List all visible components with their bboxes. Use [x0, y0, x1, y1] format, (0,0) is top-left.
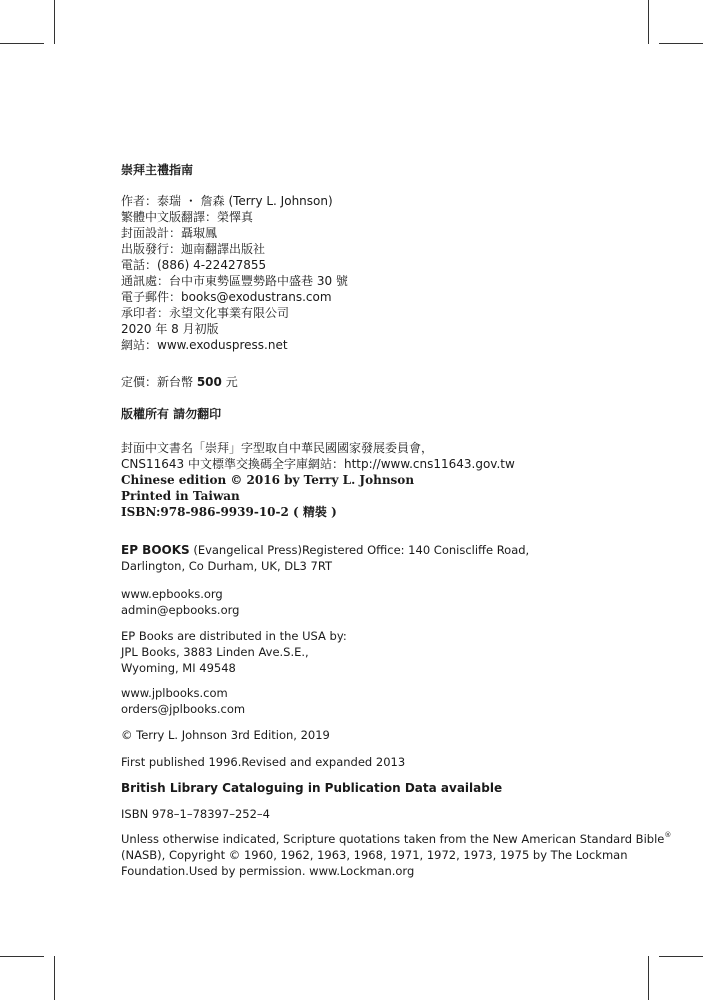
printed-in: Printed in Taiwan: [121, 489, 240, 503]
website-line: 網站：www.exoduspress.net: [121, 338, 288, 352]
ep-address-2: Darlington, Co Durham, UK, DL3 7RT: [121, 559, 332, 573]
ep-address-1: EP BOOKS (Evangelical Press)Registered Office: 140 Coniscliffe Road,: [121, 543, 530, 557]
price-line: 定價：新台幣 500 元: [121, 375, 238, 389]
usa-distribution-3: Wyoming, MI 49548: [121, 661, 236, 675]
usa-distribution-2: JPL Books, 3883 Linden Ave.S.E.,: [121, 645, 309, 659]
publisher-credit: 出版發行：迦南翻譯出版社: [121, 242, 266, 256]
ep-website: www.epbooks.org: [121, 587, 223, 601]
jpl-website: www.jplbooks.com: [121, 686, 228, 700]
cover-design-credit: 封面設計：聶琡鳳: [121, 226, 218, 240]
address-line: 通訊處：台中市東勢區豐勢路中盛巷 30 號: [121, 274, 348, 288]
price-amount: 500: [196, 375, 222, 389]
scripture-notice-1: Unless otherwise indicated, Scripture quotations taken from the New American Standard Bible®: [121, 831, 672, 846]
crop-mark-bottom-right-v: [648, 956, 649, 1000]
translator-credit: 繁體中文版翻譯：榮懌真: [121, 210, 254, 224]
copyright-line: © Terry L. Johnson 3rd Edition, 2019: [121, 728, 330, 742]
usa-distribution-1: EP Books are distributed in the USA by:: [121, 629, 347, 643]
scripture-notice-3: Foundation.Used by permission. www.Lockman.org: [121, 864, 415, 878]
crop-mark-top-left-h: [0, 43, 44, 44]
author-credit: 作者：泰瑞 ・ 詹森 (Terry L. Johnson): [121, 194, 333, 208]
isbn-chinese: ISBN:978-986-9939-10-2 ( 精裝 ): [121, 505, 337, 519]
chinese-edition: Chinese edition © 2016 by Terry L. Johnson: [121, 473, 415, 487]
email-line: 電子郵件：books@exodustrans.com: [121, 290, 332, 304]
isbn-english: ISBN 978–1–78397–252–4: [121, 807, 270, 821]
phone-line: 電話：(886) 4-22427855: [121, 258, 267, 272]
edition-date: 2020 年 8 月初版: [121, 322, 219, 336]
british-library-notice: British Library Cataloguing in Publication Data available: [121, 781, 503, 795]
crop-mark-top-right-v: [648, 0, 649, 44]
ep-books-brand: EP BOOKS: [121, 543, 190, 557]
crop-mark-top-right-h: [659, 43, 703, 44]
crop-mark-top-left-v: [54, 0, 55, 44]
first-published: First published 1996.Revised and expanded 2013: [121, 755, 406, 769]
crop-mark-bottom-right-h: [659, 956, 703, 957]
jpl-email: orders@jplbooks.com: [121, 702, 246, 716]
book-title: 崇拜主禮指南: [121, 163, 194, 177]
ep-email: admin@epbooks.org: [121, 603, 240, 617]
font-note-2: CNS11643 中文標準交換碼全字庫網站：http://www.cns11643.gov.tw: [121, 457, 515, 471]
rights-notice: 版權所有 請勿翻印: [121, 407, 222, 421]
printer-credit: 承印者：永望文化事業有限公司: [121, 306, 290, 320]
scripture-notice-2: (NASB), Copyright © 1960, 1962, 1963, 1968, 1971, 1972, 1973, 1975 by The Lockman: [121, 848, 628, 862]
crop-mark-bottom-left-h: [0, 956, 44, 957]
font-note-1: 封面中文書名「崇拜」字型取自中華民國國家發展委員會，: [121, 441, 434, 455]
crop-mark-bottom-left-v: [54, 956, 55, 1000]
